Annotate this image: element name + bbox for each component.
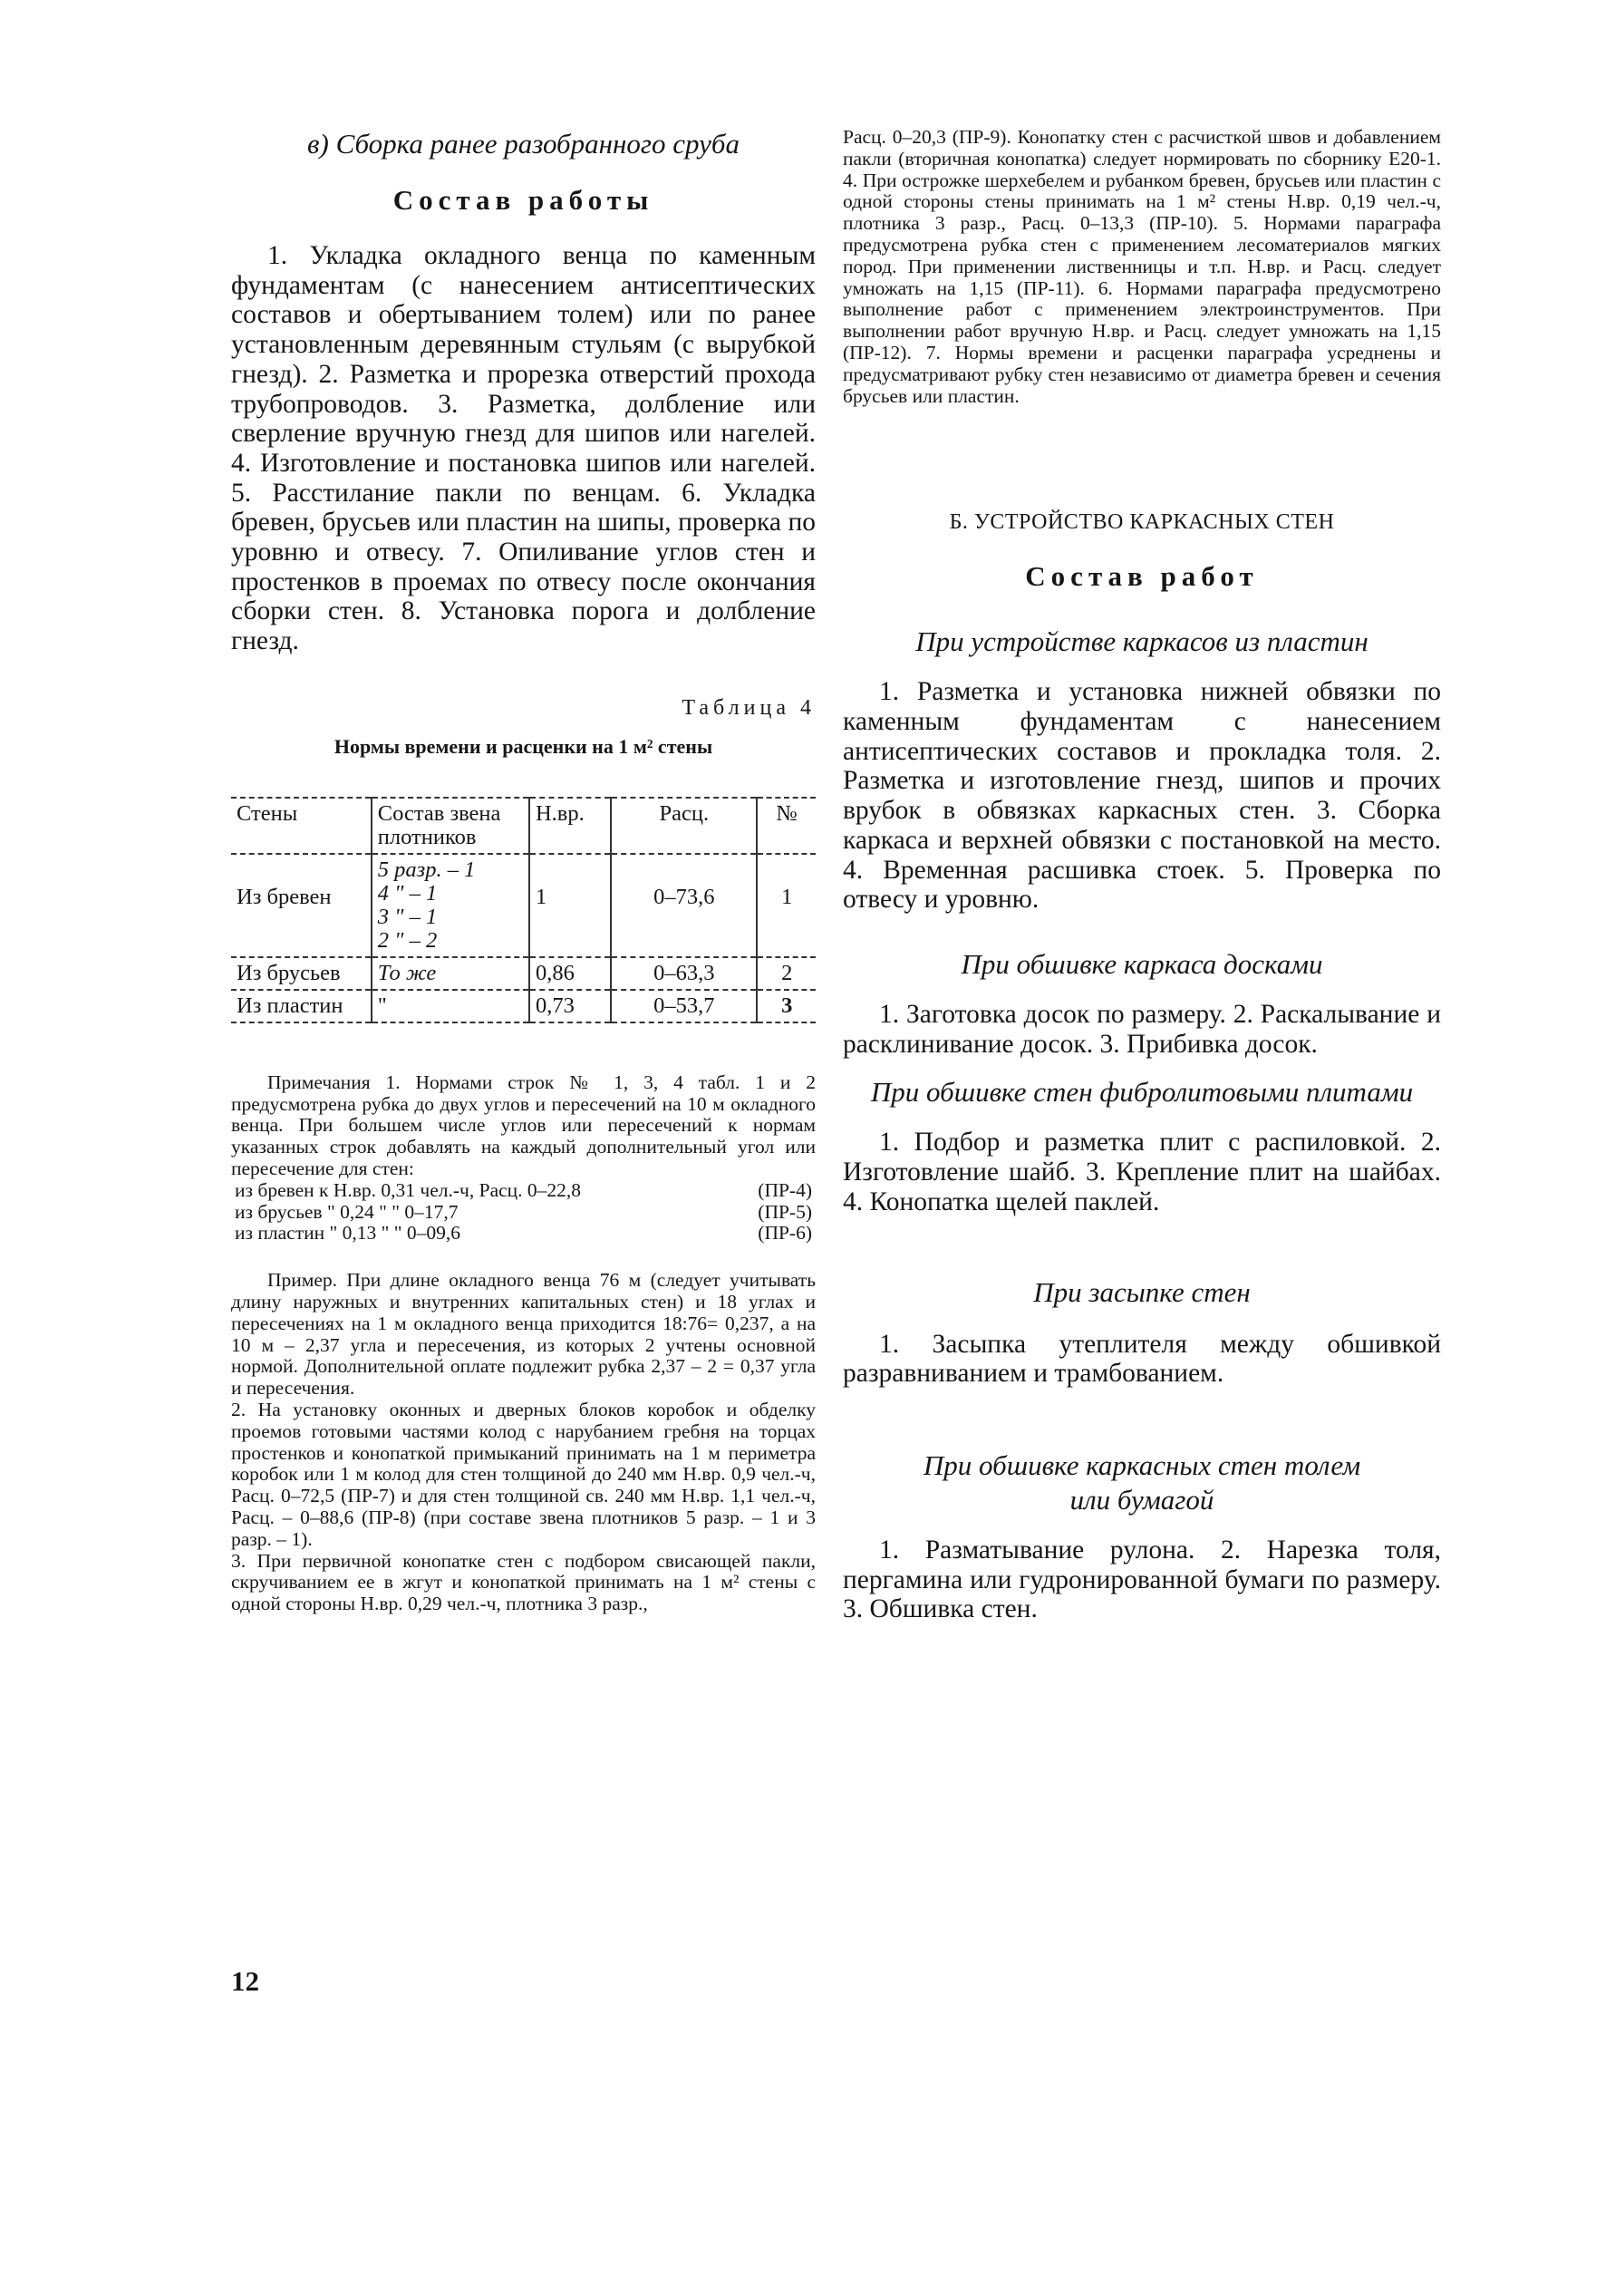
- cell-nvr: 1: [529, 854, 611, 957]
- roofing-felt-heading-line2: или бумагой: [1069, 1483, 1214, 1516]
- board-cladding-heading: При обшивке каркаса досками: [961, 947, 1323, 980]
- page-number: 12: [231, 1965, 259, 1997]
- coefficient-code: (ПР-4): [758, 1178, 812, 1201]
- section-title: Б. УСТРОЙСТВО КАРКАСНЫХ СТЕН: [949, 510, 1335, 535]
- composition-text: 1. Укладка окладного венца по каменным фундаментам (с нанесением антисептических составов и обертыванием толем) или по ранее установленным деревянным стульям (с вырубкой гнезд). 2. Разметка и прорезка отверстий прохода трубопроводов. 3. Разметка, долбление или сверление вручную гнезд для шипов или нагелей. 4. Изготовление и постановка шипов или нагелей. 5. Расстилание пакли по венцам. 6. Укладка бревен, брусьев или пластин на шипы, проверка по уровню и отвесу. 7. Опиливание углов стен и простенков в проемах по отвесу после окончания сборки стен. 8. Установка порога и долбление гнезд.: [231, 241, 816, 656]
- roofing-felt-text: 1. Разматывание рулона. 2. Нарезка толя, пергамина или гудронированной бумаги по размеру. 3. Обшивка стен.: [843, 1535, 1441, 1624]
- crew-line: То же: [377, 960, 437, 985]
- crew-line: 3 " – 1: [377, 904, 438, 929]
- crew-line: 5 разр. – 1: [377, 857, 476, 882]
- crew-line: 2 " – 2: [377, 927, 438, 953]
- norms-table: [231, 797, 816, 1023]
- cell-rasc: 0–73,6: [611, 854, 757, 957]
- cell-wall: Из бревен: [237, 884, 332, 909]
- cell-wall: Из брусьев: [237, 960, 341, 985]
- backfill-text: 1. Засыпка утеплителя между обшивкой разравниванием и трамбованием.: [843, 1329, 1441, 1389]
- cell-nvr: 0,73: [529, 990, 611, 1022]
- cell-wall: Из пластин: [237, 993, 343, 1018]
- frame-plates-heading: При устройстве каркасов из пластин: [915, 625, 1368, 658]
- notes-text: Примечания 1. Нормами строк № 1, 3, 4 табл. 1 и 2 предусмотрена рубка до двух углов и пересечений на 10 м окладного венца. При большем числе углов или пересечений к нормам указанных строк добавлять на каждый дополнительный угол или пересечение для стен:: [231, 1070, 816, 1180]
- coefficient-code: (ПР-5): [758, 1200, 812, 1223]
- table-row: [231, 990, 816, 1022]
- cell-rasc: 0–63,3: [611, 957, 757, 990]
- cell-crew: [372, 990, 529, 1022]
- table-row: [231, 854, 816, 957]
- cell-num: 3: [757, 990, 816, 1022]
- cell-nvr: 0,86: [529, 957, 611, 990]
- coefficient-row: [231, 1180, 816, 1202]
- coefficient-row: [231, 1223, 816, 1245]
- coefficient-code: (ПР-6): [758, 1222, 812, 1245]
- frame-plates-text: 1. Разметка и установка нижней обвязки по каменным фундаментам с нанесением антисептических составов и прокладка толя. 2. Разметка и изготовление гнезд, шипов и прочих врубок в обвязках каркасных стен. 3. Сборка каркаса и верхней обвязки с постановкой на место. 4. Временная расшивка стоек. 5. Проверка по отвесу и уровню.: [843, 677, 1441, 915]
- col-header-crew: Состав звена плотников: [372, 798, 529, 854]
- col-header-num: №: [757, 798, 816, 854]
- backfill-heading: При засыпке стен: [1033, 1275, 1251, 1308]
- table-header-row: [231, 798, 816, 854]
- board-cladding-text: 1. Заготовка досок по размеру. 2. Раскалывание и расклинивание досок. 3. Прибивка досок.: [843, 999, 1441, 1059]
- cell-crew: [372, 854, 529, 957]
- table-row: [231, 957, 816, 990]
- table-caption: Нормы времени и расценки на 1 м² стены: [334, 734, 713, 758]
- example-text: Пример. При длине окладного венца 76 м (следует учитывать длину наружных и внутренних капитальных стен) и 18 углах и пересечениях на 1 м окладного венца приходится 18:76= 0,237, а на 10 м – 2,37 угла и пересечения, из которых 2 учтены основной нормой. Дополнительной оплате подлежит рубка 2,37 – 2 = 0,37 угла и пересечения.: [231, 1269, 816, 1400]
- cell-crew: [372, 957, 529, 990]
- cell-rasc: 0–53,7: [611, 990, 757, 1022]
- fibrolite-heading: При обшивке стен фибролитовыми плитами: [870, 1076, 1414, 1109]
- cell-num: 1: [757, 854, 816, 957]
- crew-line: ": [377, 993, 387, 1018]
- notes-continuation-text: Расц. 0–20,3 (ПР-9). Конопатку стен с расчисткой швов и добавлением пакли (вторичная конопатка) следует нормировать по сборнику Е20-1. 4. При острожке шерхебелем и рубанком бревен, брусьев или пластин с одной стороны стены принимать на 1 м² стены Н.вр. 0,19 чел.-ч, плотника 3 разр., Расц. 0–13,3 (ПР-10). 5. Нормами параграфа предусмотрена рубка стен с применением лесоматериалов мягких пород. При применении лиственницы и т.п. Н.вр. и Расц. следует умножать на 1,15 (ПР-11). 6. Нормами параграфа предусмотрено выполнение работ с применением электроинструментов. При выполнении работ вручную Н.вр. и Расц. следует умножать на 1,15 (ПР-12). 7. Нормы времени и расценки параграфа усреднены и предусматривают рубку стен независимо от диаметра бревен и сечения брусьев или пластин.: [843, 126, 1441, 407]
- col-header-nvr: Н.вр.: [529, 798, 611, 854]
- roofing-felt-heading-line1: При обшивке каркасных стен толем: [923, 1448, 1361, 1481]
- composition-heading: Состав работы: [392, 184, 654, 216]
- coefficient-label: из пластин " 0,13 " " 0–09,6: [235, 1222, 461, 1245]
- col-header-rasc: Расц.: [611, 798, 757, 854]
- crew-line: 4 " – 1: [377, 880, 438, 906]
- note-3-text: 3. При первичной конопатке стен с подбором свисающей пакли, скручиванием ее в жгут и конопаткой принимать на 1 м² стены с одной стороны Н.вр. 0,29 чел.-ч, плотника 3 разр.,: [231, 1549, 816, 1615]
- col-header-walls: Стены: [237, 800, 298, 826]
- right-column: [843, 127, 1441, 1624]
- fibrolite-text: 1. Подбор и разметка плит с распиловкой. 2. Изготовление шайб. 3. Крепление плит на шайбах. 4. Конопатка щелей паклей.: [843, 1128, 1441, 1216]
- coefficient-row: [231, 1202, 816, 1224]
- cell-num: 2: [757, 957, 816, 990]
- subsection-title: в) Сборка ранее разобранного сруба: [307, 128, 740, 160]
- coefficient-label: из бревен к Н.вр. 0,31 чел.-ч, Расц. 0–22,8: [235, 1178, 582, 1201]
- composition-heading-right: Состав работ: [1025, 560, 1259, 593]
- note-2-text: 2. На установку оконных и дверных блоков коробок и обделку проемов готовыми частями колод с нарубанием гребня на торцах простенков и конопаткой примыканий принимать на 1 м периметра коробок или 1 м колод для стен толщиной до 240 мм Н.вр. 0,9 чел.-ч, Расц. 0–72,5 (ПР-7) и для стен толщиной св. 240 мм Н.вр. 1,1 чел.-ч, Расц. – 0–88,6 (ПР-8) (при составе звена плотников 5 разр. – 1 и 3 разр. – 1).: [231, 1399, 816, 1550]
- left-column: [231, 127, 816, 1615]
- coefficients-table: [231, 1180, 816, 1245]
- table-label: Таблица 4: [682, 695, 816, 720]
- coefficient-label: из брусьев " 0,24 " " 0–17,7: [235, 1200, 459, 1223]
